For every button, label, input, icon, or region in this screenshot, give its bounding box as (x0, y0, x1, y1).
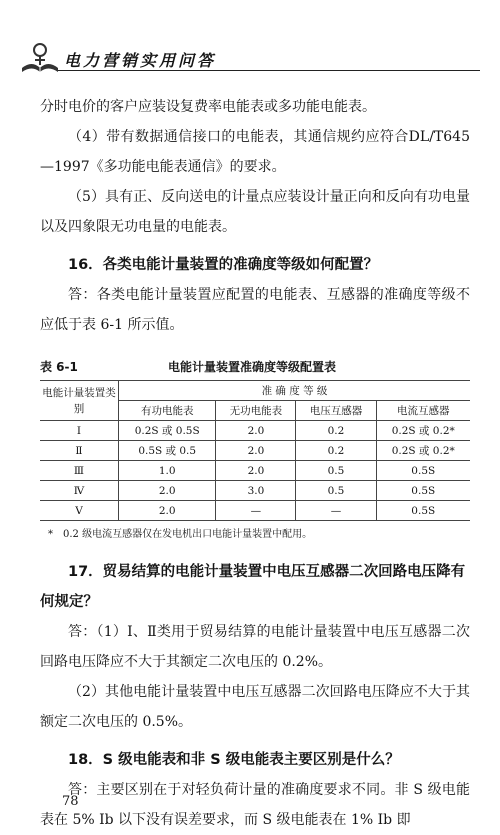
table-cell: 0.5S (376, 481, 470, 501)
table-row (40, 441, 470, 461)
table-row (40, 481, 470, 501)
table-cell: 0.2S 或 0.2* (376, 441, 470, 461)
table-title: 电能计量装置准确度等级配置表 (168, 360, 337, 374)
column-header: 电压互感器 (296, 401, 376, 421)
table-cell: — (216, 501, 296, 521)
table-cell: Ⅴ (40, 501, 119, 521)
column-header: 有功电能表 (119, 401, 216, 421)
question-18-answer: 答：主要区别在于对轻负荷计量的准确度要求不同。非 S 级电能表在 5% Ib 以下没有误差要求，而 S 级电能表在 1% Ib 即 (40, 782, 470, 828)
table-cell: 0.5S 或 0.5 (119, 441, 216, 461)
question-17-title: 17．贸易结算的电能计量装置中电压互感器二次回路电压降有何规定？ (40, 564, 466, 610)
table-header-row (40, 381, 470, 401)
table-cell: 0.2 (296, 421, 376, 441)
question-17-answer-1: 答：（1）Ⅰ、Ⅱ类用于贸易结算的电能计量装置中电压互感器二次回路电压降应不大于其额定二次电压的 0.2%。 (40, 624, 470, 670)
table-cell: 0.5S (376, 501, 470, 521)
column-header: 无功电能表 (216, 401, 296, 421)
paragraph: （5）具有正、反向送电的计量点应装设计量正向和反向有功电量以及四象限无功电量的电能表。 (40, 189, 470, 235)
question-16-title: 16．各类电能计量装置的准确度等级如何配置？ (68, 257, 379, 273)
table-cell: 2.0 (216, 421, 296, 441)
page-header (18, 38, 480, 78)
question-17-answer-2: （2）其他电能计量装置中电压互感器二次回路电压降应不大于其额定二次电压的 0.5%。 (40, 684, 470, 730)
table-cell: Ⅰ (40, 421, 119, 441)
table-cell: 2.0 (119, 501, 216, 521)
table-number: 表 6-1 (40, 360, 78, 374)
table-row (40, 421, 470, 441)
book-logo-icon (18, 38, 62, 78)
table-row (40, 461, 470, 481)
question-18-title: 18．S 级电能表和非 S 级电能表主要区别是什么？ (68, 752, 400, 768)
page-number: 78 (62, 794, 79, 809)
table-cell: 2.0 (216, 441, 296, 461)
accuracy-table (40, 380, 470, 521)
column-header: 电流互感器 (376, 401, 470, 421)
table-cell: Ⅱ (40, 441, 119, 461)
table-cell: 0.2 (296, 441, 376, 461)
header-rule (58, 70, 480, 71)
table-cell: 0.2S 或 0.5S (119, 421, 216, 441)
table-row (40, 501, 470, 521)
table-cell: — (296, 501, 376, 521)
table-caption (40, 354, 470, 380)
table-cell: 0.2S 或 0.2* (376, 421, 470, 441)
table-cell: 3.0 (216, 481, 296, 501)
table-cell: 0.5 (296, 461, 376, 481)
paragraph: 分时电价的客户应装设复费率电能表或多功能电能表。 (40, 99, 376, 115)
group-header-cell: 准 确 度 等 级 (119, 381, 471, 401)
table-cell: Ⅲ (40, 461, 119, 481)
table-cell: 1.0 (119, 461, 216, 481)
page-content (40, 92, 470, 835)
table-cell: 2.0 (119, 481, 216, 501)
header-title: 电力营销实用问答 (64, 51, 217, 70)
table-footnote: * 0.2 级电流互感器仅在发电机出口电能计量装置中配用。 (48, 529, 313, 540)
question-16-answer: 答：各类电能计量装置应配置的电能表、互感器的准确度等级不应低于表 6-1 所示值。 (40, 287, 470, 333)
row-header-cell: 电能计量装置类别 (40, 381, 119, 421)
paragraph: （4）带有数据通信接口的电能表，其通信规约应符合DL/T645—1997《多功能电能表通信》的要求。 (40, 129, 470, 175)
table-cell: 2.0 (216, 461, 296, 481)
table-cell: 0.5S (376, 461, 470, 481)
table-cell: Ⅳ (40, 481, 119, 501)
table-cell: 0.5 (296, 481, 376, 501)
